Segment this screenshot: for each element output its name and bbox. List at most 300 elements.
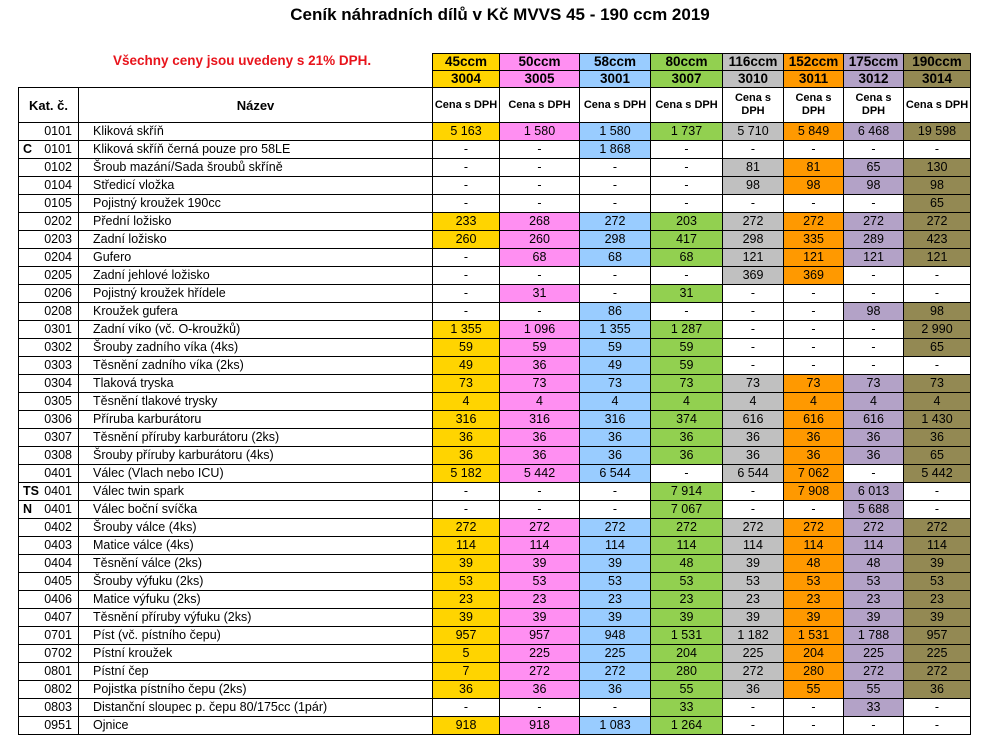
kat-number: 0203 (44, 232, 72, 246)
price-cell: 23 (904, 591, 971, 609)
price-cell: 204 (651, 645, 723, 663)
kat-number: 0105 (44, 196, 72, 210)
price-cell: 272 (500, 519, 580, 537)
price-cell: 39 (433, 609, 500, 627)
price-table (18, 53, 971, 735)
price-cell: 114 (844, 537, 904, 555)
price-cell: 225 (723, 645, 784, 663)
price-cell: 225 (500, 645, 580, 663)
price-cell: 1 737 (651, 123, 723, 141)
price-cell: 1 430 (904, 411, 971, 429)
price-cell: 19 598 (904, 123, 971, 141)
price-cell: 121 (784, 249, 844, 267)
price-cell: - (784, 357, 844, 375)
part-name: Píst (vč. pístního čepu) (79, 627, 433, 645)
price-cell: - (723, 357, 784, 375)
price-cell: 55 (844, 681, 904, 699)
price-cell: - (844, 465, 904, 483)
price-cell: 81 (784, 159, 844, 177)
price-cell: 616 (784, 411, 844, 429)
table-row (19, 573, 971, 591)
kat-cell (19, 717, 79, 735)
kat-number: 0701 (44, 628, 72, 642)
price-cell: 6 468 (844, 123, 904, 141)
price-cell: - (651, 159, 723, 177)
price-cell: 98 (784, 177, 844, 195)
price-cell: 298 (580, 231, 651, 249)
table-row (19, 429, 971, 447)
price-cell: 335 (784, 231, 844, 249)
price-cell: 39 (651, 609, 723, 627)
price-cell: 121 (904, 249, 971, 267)
price-cell: - (904, 267, 971, 285)
table-row (19, 681, 971, 699)
price-cell: 33 (651, 699, 723, 717)
price-cell: 369 (784, 267, 844, 285)
price-header-4: Cena s DPH (723, 88, 784, 123)
price-cell: - (651, 303, 723, 321)
part-name: Přední ložisko (79, 213, 433, 231)
price-cell: 272 (500, 663, 580, 681)
part-name: Válec twin spark (79, 483, 433, 501)
vat-note: Všechny ceny jsou uvedeny s 21% DPH. (113, 53, 372, 68)
kat-cell (19, 483, 79, 501)
price-cell: 73 (651, 375, 723, 393)
price-cell: 272 (904, 519, 971, 537)
kat-number: 0104 (44, 178, 72, 192)
price-cell: 98 (844, 303, 904, 321)
price-cell: 36 (844, 447, 904, 465)
part-name: Kliková skříň černá pouze pro 58LE (79, 141, 433, 159)
price-cell: 31 (651, 285, 723, 303)
price-cell: 33 (844, 699, 904, 717)
price-header-7: Cena s DPH (904, 88, 971, 123)
part-name: Pojistný kroužek 190cc (79, 195, 433, 213)
kat-cell (19, 645, 79, 663)
page-title: Ceník náhradních dílů v Kč MVVS 45 - 190 ccm 2019 (290, 5, 710, 24)
price-cell: - (433, 177, 500, 195)
price-cell: 39 (904, 609, 971, 627)
price-cell: - (580, 699, 651, 717)
table-row (19, 717, 971, 735)
model-ccm-6: 175ccm (844, 54, 904, 71)
price-cell: 616 (723, 411, 784, 429)
kat-cell (19, 375, 79, 393)
price-cell: 68 (500, 249, 580, 267)
part-name: Matice válce (4ks) (79, 537, 433, 555)
price-cell: 272 (844, 213, 904, 231)
price-cell: 36 (784, 447, 844, 465)
price-cell: 1 355 (580, 321, 651, 339)
kat-number: 0405 (44, 574, 72, 588)
price-cell: 114 (904, 537, 971, 555)
kat-number: 0951 (44, 718, 72, 732)
price-cell: - (844, 717, 904, 735)
kat-number: 0403 (44, 538, 72, 552)
price-cell: - (904, 717, 971, 735)
price-cell: - (580, 285, 651, 303)
table-row (19, 627, 971, 645)
price-cell: 36 (500, 447, 580, 465)
kat-cell (19, 555, 79, 573)
price-cell: 23 (844, 591, 904, 609)
price-cell: 53 (844, 573, 904, 591)
kat-number: 0303 (44, 358, 72, 372)
kat-cell (19, 321, 79, 339)
price-cell: - (651, 465, 723, 483)
price-cell: - (784, 195, 844, 213)
kat-number: 0301 (44, 322, 72, 336)
price-cell: 23 (784, 591, 844, 609)
table-row (19, 213, 971, 231)
table-row (19, 303, 971, 321)
kat-cell (19, 609, 79, 627)
price-cell: 68 (651, 249, 723, 267)
price-cell: 1 083 (580, 717, 651, 735)
price-cell: - (580, 159, 651, 177)
price-cell: 48 (784, 555, 844, 573)
price-cell: 53 (723, 573, 784, 591)
price-cell: - (784, 303, 844, 321)
price-cell: 298 (723, 231, 784, 249)
price-cell: 36 (844, 429, 904, 447)
part-name: Těsnění příruby karburátoru (2ks) (79, 429, 433, 447)
price-cell: - (784, 717, 844, 735)
price-cell: 7 (433, 663, 500, 681)
kat-number: 0205 (44, 268, 72, 282)
price-cell: - (723, 483, 784, 501)
kat-cell (19, 465, 79, 483)
kat-cell (19, 447, 79, 465)
price-cell: 272 (784, 519, 844, 537)
price-cell: 272 (580, 213, 651, 231)
price-cell: 260 (433, 231, 500, 249)
model-code-5: 3011 (784, 71, 844, 88)
price-cell: 260 (500, 231, 580, 249)
table-row (19, 645, 971, 663)
model-code-row (19, 71, 971, 88)
table-row (19, 195, 971, 213)
model-code-6: 3012 (844, 71, 904, 88)
model-code-3: 3007 (651, 71, 723, 88)
price-cell: 225 (844, 645, 904, 663)
kat-number: 0204 (44, 250, 72, 264)
price-cell: - (904, 141, 971, 159)
price-cell: - (844, 339, 904, 357)
kat-cell (19, 537, 79, 555)
price-cell: 39 (844, 609, 904, 627)
kat-cell (19, 249, 79, 267)
price-cell: 39 (433, 555, 500, 573)
price-cell: 233 (433, 213, 500, 231)
kat-cell (19, 195, 79, 213)
price-cell: 4 (433, 393, 500, 411)
price-cell: 53 (784, 573, 844, 591)
price-cell: 59 (651, 339, 723, 357)
price-cell: 55 (784, 681, 844, 699)
price-cell: 53 (580, 573, 651, 591)
table-row (19, 591, 971, 609)
price-cell: 1 182 (723, 627, 784, 645)
part-name: Šrouby výfuku (2ks) (79, 573, 433, 591)
price-cell: 65 (844, 159, 904, 177)
price-cell: 272 (651, 519, 723, 537)
kat-cell (19, 357, 79, 375)
part-name: Těsnění zadního víka (2ks) (79, 357, 433, 375)
price-cell: - (844, 357, 904, 375)
kat-number: 0801 (44, 664, 72, 678)
price-cell: 31 (500, 285, 580, 303)
price-cell: - (433, 285, 500, 303)
price-cell: 272 (904, 213, 971, 231)
kat-number: 0302 (44, 340, 72, 354)
price-cell: - (844, 195, 904, 213)
price-cell: 203 (651, 213, 723, 231)
price-cell: - (433, 483, 500, 501)
name-header: Název (79, 88, 433, 123)
price-cell: 98 (904, 177, 971, 195)
part-name: Pístní čep (79, 663, 433, 681)
kat-prefix: TS (23, 484, 39, 498)
price-cell: - (723, 321, 784, 339)
price-cell: 114 (433, 537, 500, 555)
price-cell: - (433, 501, 500, 519)
price-cell: 4 (500, 393, 580, 411)
price-cell: 73 (784, 375, 844, 393)
price-cell: - (723, 699, 784, 717)
price-cell: 114 (784, 537, 844, 555)
price-cell: 272 (784, 213, 844, 231)
price-cell: - (580, 267, 651, 285)
table-row (19, 663, 971, 681)
price-cell: 5 (433, 645, 500, 663)
price-cell: 1 580 (580, 123, 651, 141)
price-cell: 36 (723, 681, 784, 699)
kat-number: 0102 (44, 160, 72, 174)
price-cell: 65 (904, 339, 971, 357)
price-cell: 423 (904, 231, 971, 249)
part-name: Tlaková tryska (79, 375, 433, 393)
price-cell: - (500, 501, 580, 519)
price-cell: - (784, 501, 844, 519)
price-header-5: Cena s DPH (784, 88, 844, 123)
part-name: Ojnice (79, 717, 433, 735)
price-cell: 73 (904, 375, 971, 393)
price-cell: 23 (433, 591, 500, 609)
kat-cell (19, 123, 79, 141)
part-name: Těsnění válce (2ks) (79, 555, 433, 573)
table-row (19, 699, 971, 717)
part-name: Šrouby zadního víka (4ks) (79, 339, 433, 357)
price-cell: 5 442 (500, 465, 580, 483)
price-cell: - (500, 483, 580, 501)
table-row (19, 249, 971, 267)
price-cell: - (784, 141, 844, 159)
price-cell: 81 (723, 159, 784, 177)
table-row (19, 411, 971, 429)
table-row (19, 483, 971, 501)
part-name: Šrouby válce (4ks) (79, 519, 433, 537)
price-cell: - (580, 501, 651, 519)
price-cell: 1 788 (844, 627, 904, 645)
price-cell: 73 (723, 375, 784, 393)
price-cell: 7 914 (651, 483, 723, 501)
kat-cell (19, 663, 79, 681)
price-cell: - (500, 267, 580, 285)
price-cell: 36 (580, 681, 651, 699)
price-cell: 23 (651, 591, 723, 609)
price-cell: 4 (580, 393, 651, 411)
kat-number: 0401 (44, 502, 72, 516)
part-name: Těsnění tlakové trysky (79, 393, 433, 411)
price-cell: 5 849 (784, 123, 844, 141)
price-cell: - (723, 501, 784, 519)
price-cell: 36 (651, 447, 723, 465)
price-cell: 59 (651, 357, 723, 375)
price-cell: 225 (580, 645, 651, 663)
price-cell: - (433, 699, 500, 717)
kat-cell (19, 573, 79, 591)
kat-number: 0306 (44, 412, 72, 426)
price-cell: - (723, 285, 784, 303)
price-cell: 36 (580, 429, 651, 447)
kat-number: 0803 (44, 700, 72, 714)
table-row (19, 285, 971, 303)
price-cell: 4 (723, 393, 784, 411)
kat-cell (19, 699, 79, 717)
price-cell: 59 (433, 339, 500, 357)
price-cell: 114 (651, 537, 723, 555)
kat-number: 0407 (44, 610, 72, 624)
price-cell: 59 (580, 339, 651, 357)
price-cell: 280 (651, 663, 723, 681)
price-cell: - (844, 285, 904, 303)
price-cell: - (784, 699, 844, 717)
price-cell: 36 (433, 681, 500, 699)
table-row (19, 123, 971, 141)
kat-cell (19, 267, 79, 285)
price-cell: 4 (844, 393, 904, 411)
kat-number: 0101 (44, 142, 72, 156)
kat-prefix: N (23, 502, 33, 516)
table-row (19, 231, 971, 249)
price-cell: 272 (433, 519, 500, 537)
table-row (19, 519, 971, 537)
price-cell: 6 013 (844, 483, 904, 501)
price-cell: 5 688 (844, 501, 904, 519)
price-cell: 98 (844, 177, 904, 195)
price-cell: - (651, 195, 723, 213)
price-cell: 73 (580, 375, 651, 393)
price-cell: 374 (651, 411, 723, 429)
kat-header: Kat. č. (19, 88, 79, 123)
price-cell: 36 (784, 429, 844, 447)
model-code-7: 3014 (904, 71, 971, 88)
price-cell: - (904, 483, 971, 501)
price-cell: 272 (580, 663, 651, 681)
part-name: Válec boční svíčka (79, 501, 433, 519)
model-ccm-4: 116ccm (723, 54, 784, 71)
price-cell: 65 (904, 195, 971, 213)
kat-cell (19, 213, 79, 231)
price-cell: 616 (844, 411, 904, 429)
kat-number: 0304 (44, 376, 72, 390)
price-cell: - (844, 141, 904, 159)
price-cell: 316 (500, 411, 580, 429)
price-cell: 272 (723, 213, 784, 231)
kat-cell (19, 231, 79, 249)
price-cell: - (433, 303, 500, 321)
price-cell: 39 (580, 609, 651, 627)
table-row (19, 465, 971, 483)
price-cell: - (433, 195, 500, 213)
price-cell: 121 (723, 249, 784, 267)
kat-cell (19, 591, 79, 609)
price-cell: 23 (580, 591, 651, 609)
price-cell: 36 (433, 447, 500, 465)
price-cell: 59 (500, 339, 580, 357)
price-cell: 36 (433, 429, 500, 447)
price-cell: - (784, 285, 844, 303)
kat-cell (19, 519, 79, 537)
price-cell: 53 (433, 573, 500, 591)
price-cell: 36 (580, 447, 651, 465)
price-cell: 272 (580, 519, 651, 537)
price-cell: - (784, 321, 844, 339)
price-cell: - (723, 303, 784, 321)
price-cell: - (500, 195, 580, 213)
price-cell: - (651, 267, 723, 285)
price-cell: 280 (784, 663, 844, 681)
price-header-6: Cena s DPH (844, 88, 904, 123)
price-cell: 39 (500, 609, 580, 627)
kat-number: 0305 (44, 394, 72, 408)
price-cell: - (580, 483, 651, 501)
kat-cell (19, 177, 79, 195)
part-name: Zadní ložisko (79, 231, 433, 249)
price-cell: - (580, 177, 651, 195)
part-name: Válec (Vlach nebo ICU) (79, 465, 433, 483)
price-cell: 4 (904, 393, 971, 411)
part-name: Pojistka pístního čepu (2ks) (79, 681, 433, 699)
table-row (19, 375, 971, 393)
price-cell: 53 (500, 573, 580, 591)
price-cell: - (904, 699, 971, 717)
kat-number: 0404 (44, 556, 72, 570)
table-row (19, 537, 971, 555)
price-cell: - (500, 303, 580, 321)
price-table-body (19, 54, 971, 735)
part-name: Pojistný kroužek hřídele (79, 285, 433, 303)
price-cell: - (651, 177, 723, 195)
price-cell: 272 (904, 663, 971, 681)
price-cell: 36 (723, 429, 784, 447)
price-cell: 5 710 (723, 123, 784, 141)
price-cell: 1 580 (500, 123, 580, 141)
kat-number: 0206 (44, 286, 72, 300)
price-cell: 68 (580, 249, 651, 267)
price-cell: 7 908 (784, 483, 844, 501)
price-cell: - (784, 339, 844, 357)
part-name: Matice výfuku (2ks) (79, 591, 433, 609)
kat-cell (19, 285, 79, 303)
price-cell: 289 (844, 231, 904, 249)
price-cell: 73 (500, 375, 580, 393)
price-cell: - (433, 267, 500, 285)
price-cell: - (433, 249, 500, 267)
kat-number: 0308 (44, 448, 72, 462)
table-row (19, 609, 971, 627)
